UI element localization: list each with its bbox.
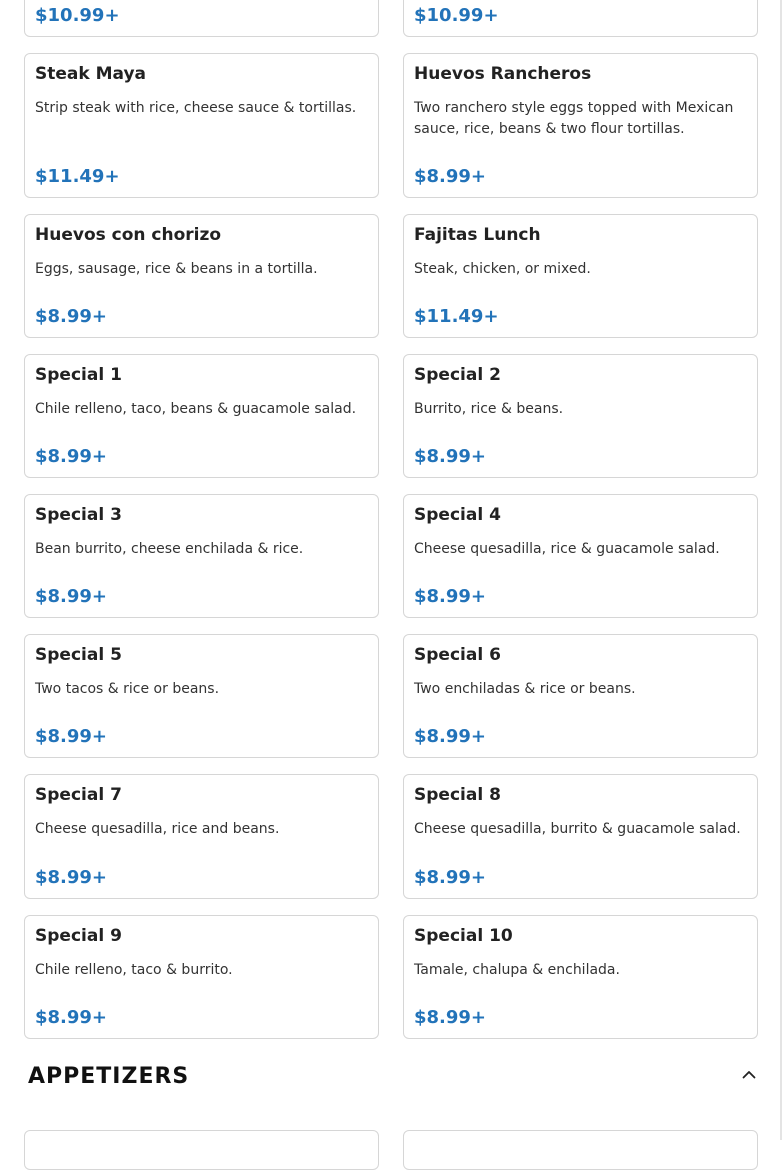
menu-item-description: Chile relleno, taco & burrito.	[35, 962, 233, 978]
menu-item-card-special-6[interactable]	[403, 634, 758, 758]
menu-item-card-special-3[interactable]	[24, 494, 379, 618]
menu-item-card-huevos-con-chorizo[interactable]	[24, 214, 379, 338]
menu-item-price: $8.99+	[35, 1007, 108, 1028]
menu-item-name: Fajitas Lunch	[414, 225, 541, 245]
menu-item-card-special-1[interactable]	[24, 354, 379, 478]
menu-item-card-steak-maya[interactable]	[24, 53, 379, 198]
menu-item-description: Eggs, sausage, rice & beans in a tortilla.	[35, 261, 318, 277]
menu-item-description: Strip steak with rice, cheese sauce & tortillas.	[35, 100, 357, 116]
menu-item-description: Cheese quesadilla, rice & guacamole salad.	[414, 541, 720, 557]
menu-item-description: Two tacos & rice or beans.	[35, 681, 220, 697]
menu-item-price: $8.99+	[414, 586, 487, 607]
menu-item-description: Cheese quesadilla, burrito & guacamole salad.	[414, 821, 741, 837]
menu-item-name: Special 3	[35, 505, 122, 525]
menu-item-name: Huevos Rancheros	[414, 64, 592, 84]
menu-item-name: Special 6	[414, 645, 501, 665]
menu-item-price: $8.99+	[414, 1007, 487, 1028]
menu-item-price: $8.99+	[35, 586, 108, 607]
menu-item-name: Special 7	[35, 785, 122, 805]
menu-item-price: $8.99+	[35, 306, 108, 327]
menu-item-card[interactable]	[24, 0, 379, 37]
menu-item-description: Two ranchero style eggs topped with Mexican sauce, rice, beans & two flour tortillas.	[414, 100, 734, 137]
menu-item-price: $10.99+	[414, 5, 499, 26]
menu-item-price: $8.99+	[35, 446, 108, 467]
menu-item-description: Two enchiladas & rice or beans.	[414, 681, 636, 697]
menu-item-price: $8.99+	[35, 726, 108, 747]
menu-item-price: $8.99+	[35, 867, 108, 888]
menu-item-card-special-2[interactable]	[403, 354, 758, 478]
menu-item-card[interactable]	[403, 0, 758, 37]
menu-item-card-special-5[interactable]	[24, 634, 379, 758]
section-collapse-button[interactable]	[736, 1062, 762, 1086]
menu-item-description: Tamale, chalupa & enchilada.	[414, 962, 620, 978]
chevron-up-icon	[742, 1070, 756, 1079]
menu-item-card-special-8[interactable]	[403, 774, 758, 899]
menu-item-price: $8.99+	[414, 726, 487, 747]
menu-item-card-special-7[interactable]	[24, 774, 379, 899]
appetizer-card[interactable]	[403, 1130, 758, 1170]
menu-item-description: Cheese quesadilla, rice and beans.	[35, 821, 280, 837]
menu-item-name: Special 1	[35, 365, 122, 385]
menu-item-card-fajitas-lunch[interactable]	[403, 214, 758, 338]
menu-item-card-special-4[interactable]	[403, 494, 758, 618]
menu-item-name: Special 2	[414, 365, 501, 385]
menu-item-price: $10.99+	[35, 5, 120, 26]
menu-item-name: Special 5	[35, 645, 122, 665]
menu-item-description: Bean burrito, cheese enchilada & rice.	[35, 541, 304, 557]
menu-item-price: $11.49+	[35, 166, 120, 187]
menu-item-card-huevos-rancheros[interactable]	[403, 53, 758, 198]
menu-item-name: Special 10	[414, 926, 513, 946]
menu-item-price: $8.99+	[414, 446, 487, 467]
menu-item-name: Special 4	[414, 505, 501, 525]
menu-item-name: Steak Maya	[35, 64, 147, 84]
menu-item-description: Chile relleno, taco, beans & guacamole salad.	[35, 401, 357, 417]
menu-item-name: Special 8	[414, 785, 501, 805]
menu-item-description: Steak, chicken, or mixed.	[414, 261, 591, 277]
menu-item-card-special-10[interactable]	[403, 915, 758, 1039]
menu-item-price: $8.99+	[414, 867, 487, 888]
menu-item-card-special-9[interactable]	[24, 915, 379, 1039]
menu-item-name: Huevos con chorizo	[35, 225, 222, 245]
appetizer-card[interactable]	[24, 1130, 379, 1170]
menu-item-description: Burrito, rice & beans.	[414, 401, 564, 417]
menu-item-price: $8.99+	[414, 166, 487, 187]
menu-item-name: Special 9	[35, 926, 122, 946]
menu-item-price: $11.49+	[414, 306, 499, 327]
section-title-appetizers: APPETIZERS	[28, 1064, 190, 1089]
